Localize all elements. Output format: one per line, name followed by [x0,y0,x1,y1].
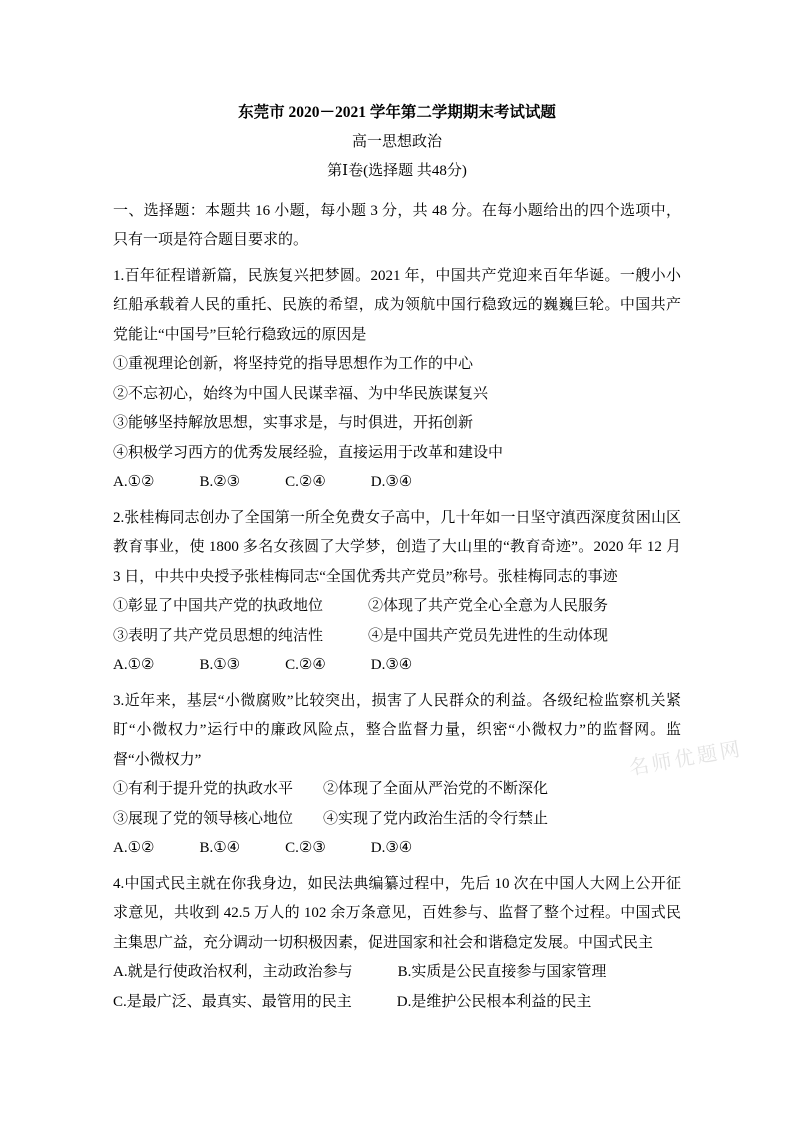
question-4-stem: 4.中国式民主就在你我身边，如民法典编纂过程中，先后 10 次在中国人大网上公开征求意见，共收到 42.5 万人的 102 余万条意见，百姓参与、监督了整个过程。中国式民主集思广益，充分调动一切积极因素，促进国家和社会和谐稳定发展。中国式民主 [113,875,681,951]
question-3-items-row-2: ③展现了党的领导核心地位 ④实现了党内政治生活的令行禁止 [113,810,549,827]
question-1-stem: 1.百年征程谱新篇，民族复兴把梦圆。2021 年，中国共产党迎来百年华诞。一艘小小红船承载着人民的重托、民族的希望，成为领航中国行稳致远的巍巍巨轮。中国共产党能让“中国号”巨轮行稳致远的原因是 [113,267,681,343]
question-1-item-1: ①重视理论创新，将坚持党的指导思想作为工作的中心 [113,356,474,372]
question-1-item-3: ③能够坚持解放思想，实事求是，与时俱进，开拓创新 [113,415,474,431]
question-2-choices: A.①② B.①③ C.②④ D.③④ [113,657,413,673]
question-2-items-row-1: ①彰显了中国共产党的执政地位 ②体现了共产党全心全意为人民服务 [113,598,609,614]
question-3 [113,687,681,864]
question-1-item-4: ④积极学习西方的优秀发展经验，直接运用于改革和建设中 [113,444,504,461]
section-heading: 第Ⅰ卷(选择题 共48分) [327,163,467,179]
question-3-stem: 3.近年来，基层“小微腐败”比较突出，损害了人民群众的利益。各级纪检监察机关紧盯“小微权力”运行中的廉政风险点，整合监督力量，织密“小微权力”的监督网。监督“小微权力” [113,692,681,768]
question-4 [113,870,681,1018]
question-4-choices-row-1: A.就是行使政治权利，主动政治参与 B.实质是公民直接参与国家管理 [113,964,607,980]
instructions-paragraph: 一、选择题：本题共 16 小题，每小题 3 分，共 48 分。在每小题给出的四个选项中，只有一项是符合题目要求的。 [113,202,681,248]
exam-title: 东莞市 2020－2021 学年第二学期期末考试试题 [238,104,556,121]
question-2-stem: 2.张桂梅同志创办了全国第一所全免费女子高中，几十年如一日坚守滇西深度贫困山区教育事业，使 1800 多名女孩圆了大学梦，创造了大山里的“教育奇迹”。2020 年 12 月 3 日，中共中央授予张桂梅同志“全国优秀共产党员”称号。张桂梅同志的事迹 [113,509,681,585]
question-2 [113,504,681,681]
question-2-items-row-2: ③表明了共产党员思想的纯洁性 ④是中国共产党员先进性的生动体现 [113,627,609,644]
question-1 [113,262,681,498]
exam-content [113,98,681,1017]
watermark: 名师优题网 [627,738,745,780]
question-1-item-2: ②不忘初心，始终为中国人民谋幸福、为中华民族谋复兴 [113,385,489,402]
question-3-choices: A.①② B.①④ C.②③ D.③④ [113,840,413,856]
exam-subject: 高一思想政治 [351,133,442,150]
question-4-choices-row-2: C.是最广泛、最真实、最管用的民主 D.是维护公民根本利益的民主 [113,993,592,1010]
question-1-choices: A.①② B.②③ C.②④ D.③④ [113,474,413,490]
question-3-items-row-1: ①有利于提升党的执政水平 ②体现了全面从严治党的不断深化 [113,781,549,797]
